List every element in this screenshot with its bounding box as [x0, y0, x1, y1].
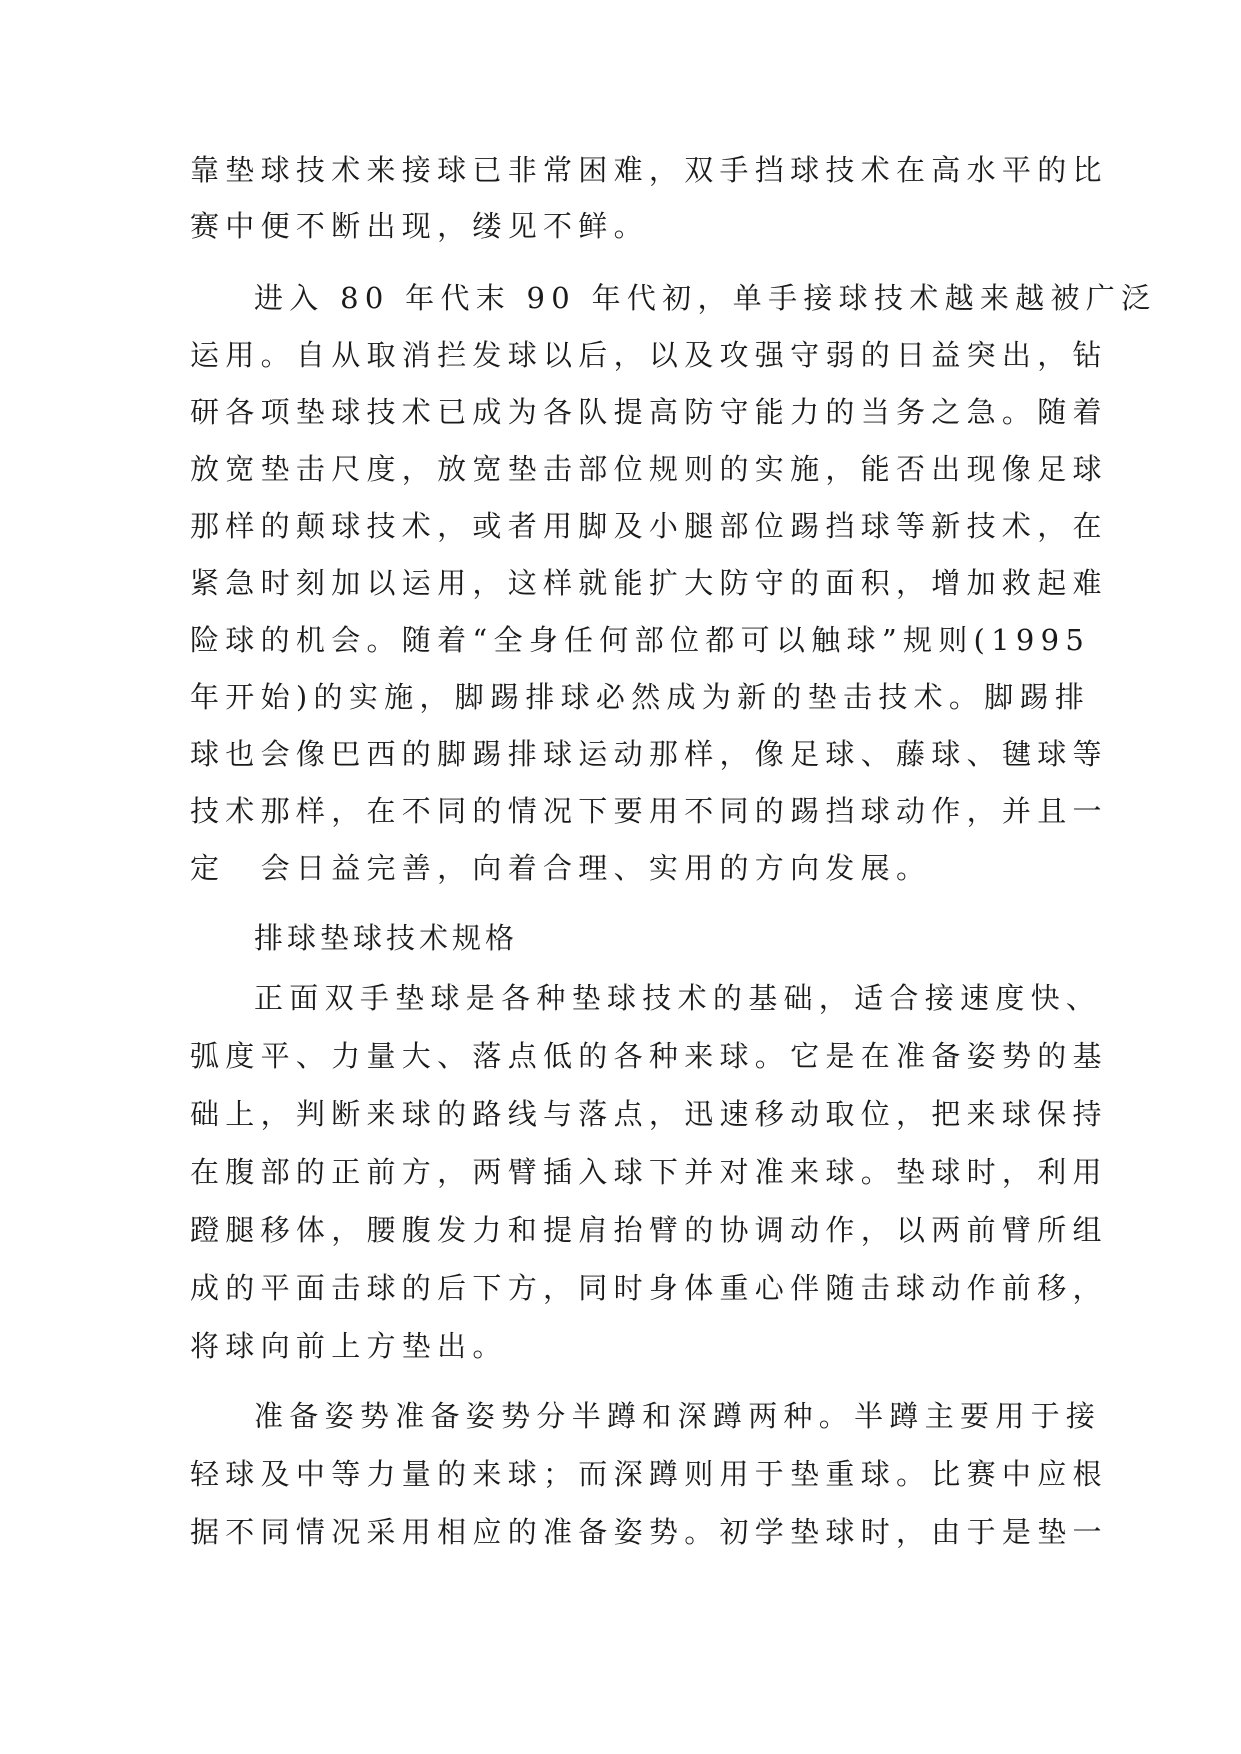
text-line: 准备姿势准备姿势分半蹲和深蹲两种。半蹲主要用于接 — [254, 1399, 1102, 1433]
text-line: 正面双手垫球是各种垫球技术的基础，适合接速度快、 — [254, 981, 1102, 1015]
text-line: 放宽垫击尺度，放宽垫击部位规则的实施，能否出现像足球 — [190, 452, 1108, 486]
section-heading: 排球垫球技术规格 — [254, 921, 519, 955]
text-line: 运用。自从取消拦发球以后，以及攻强守弱的日益突出，钻 — [190, 338, 1108, 372]
text-line: 进入 80 年代末 90 年代初，单手接球技术越来越被广泛 — [254, 281, 1157, 315]
text-line: 将球向前上方垫出。 — [190, 1329, 508, 1363]
text-line: 轻球及中等力量的来球；而深蹲则用于垫重球。比赛中应根 — [190, 1457, 1108, 1491]
text-line: 研各项垫球技术已成为各队提高防守能力的当务之急。随着 — [190, 395, 1108, 429]
text-line: 据不同情况采用相应的准备姿势。初学垫球时，由于是垫一 — [190, 1515, 1108, 1549]
text-line: 弧度平、力量大、落点低的各种来球。它是在准备姿势的基 — [190, 1039, 1108, 1073]
text-line: 那样的颠球技术，或者用脚及小腿部位踢挡球等新技术，在 — [190, 509, 1108, 543]
text-line: 技术那样，在不同的情况下要用不同的踢挡球动作，并且一 — [190, 794, 1108, 828]
text-line: 定 会日益完善，向着合理、实用的方向发展。 — [190, 851, 932, 885]
text-line: 成的平面击球的后下方，同时身体重心伴随击球动作前移， — [190, 1271, 1108, 1305]
text-line: 年开始)的实施，脚踢排球必然成为新的垫击技术。脚踢排 — [190, 680, 1091, 714]
text-line: 紧急时刻加以运用，这样就能扩大防守的面积，增加救起难 — [190, 566, 1108, 600]
text-line: 靠垫球技术来接球已非常困难，双手挡球技术在高水平的比 — [190, 153, 1108, 187]
text-line: 在腹部的正前方，两臂插入球下并对准来球。垫球时，利用 — [190, 1155, 1108, 1189]
text-line: 赛中便不断出现，缕见不鲜。 — [190, 209, 649, 243]
text-line: 础上，判断来球的路线与落点，迅速移动取位，把来球保持 — [190, 1097, 1108, 1131]
text-line: 险球的机会。随着“全身任何部位都可以触球”规则(1995 — [190, 623, 1091, 657]
text-line: 蹬腿移体，腰腹发力和提肩抬臂的协调动作，以两前臂所组 — [190, 1213, 1108, 1247]
text-line: 球也会像巴西的脚踢排球运动那样，像足球、藤球、毽球等 — [190, 737, 1108, 771]
